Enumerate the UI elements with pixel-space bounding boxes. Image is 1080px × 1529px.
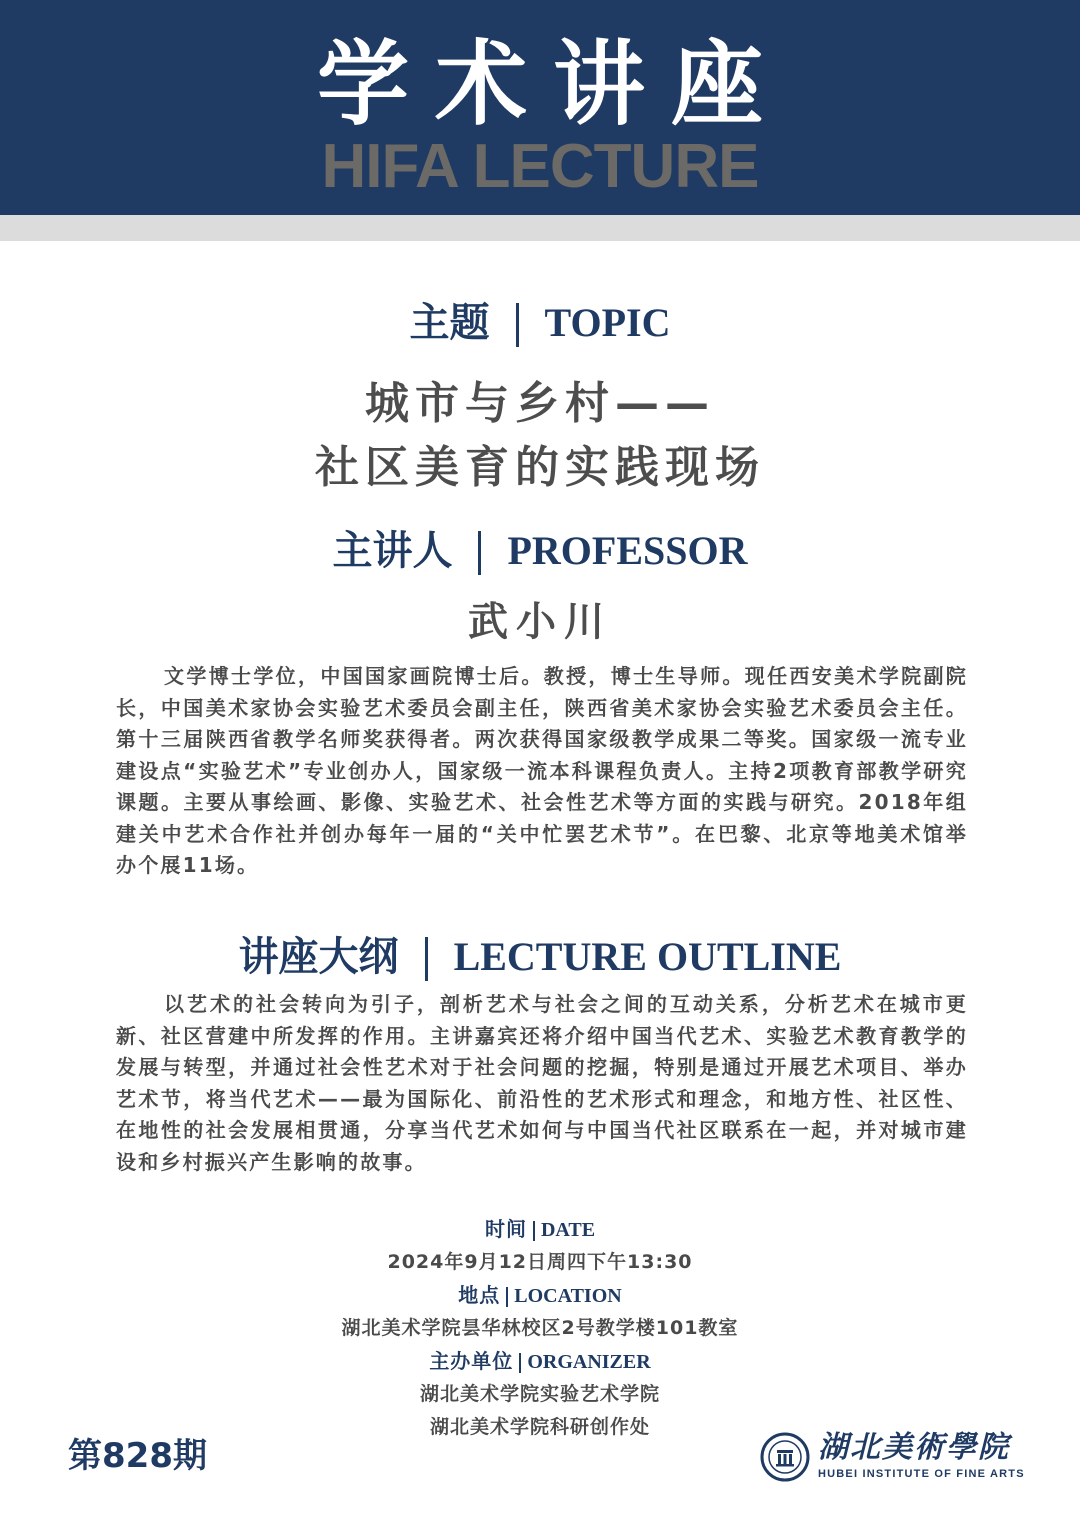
date-value: 2024年9月12日周四下午13:30 [387, 1251, 693, 1273]
professor-label-cn: 主讲人 [332, 528, 453, 574]
label-separator [519, 1353, 521, 1373]
topic-label-en: TOPIC [544, 300, 671, 345]
professor-bio: 文学博士学位，中国国家画院博士后。教授，博士生导师。现任西安美术学院副院长，中国美术家协会实验艺术委员会副主任，陕西省美术家协会实验艺术委员会主任。第十三届陕西省教学名师奖获得者。两次获得国家级教学成果二等奖。国家级一流专业建设点“实验艺术”专业创办人，国家级一流本科课程负责人。主持2项教育部教学研究课题。主要从事绘画、影像、实验艺术、社会性艺术等方面的实践与研究。2018年组建关中艺术合作社并创办每年一届的“关中忙罢艺术节”。在巴黎、北京等地美术馆举办个展11场。 [116, 664, 968, 877]
date-label-cn: 时间 [484, 1217, 527, 1241]
professor-name: 武小川 [468, 599, 612, 645]
topic-title-line-2: 社区美育的实践现场 [315, 442, 765, 493]
heading-separator [478, 531, 481, 575]
professor-label-en: PROFESSOR [507, 528, 748, 573]
institute-logo [760, 1430, 1025, 1484]
header-banner [0, 0, 1080, 215]
location-label-cn: 地点 [458, 1283, 501, 1307]
organizer-value-2: 湖北美术学院科研创作处 [429, 1416, 650, 1438]
heading-separator [516, 303, 519, 347]
outline-heading [0, 930, 1080, 984]
label-separator [506, 1287, 508, 1307]
banner-title: 学术讲座 [316, 31, 789, 138]
institute-name-en: HUBEI INSTITUTE OF FINE ARTS [818, 1468, 1025, 1480]
issue-number: 第828期 [68, 1436, 207, 1476]
label-separator [533, 1221, 535, 1241]
organizer-label-cn: 主办单位 [429, 1349, 514, 1373]
institute-name-cn: 湖北美術學院 [818, 1430, 1010, 1465]
topic-label-cn: 主题 [409, 300, 490, 346]
institute-seal-icon [760, 1432, 810, 1482]
organizer-label [0, 1346, 1080, 1377]
outline-label-cn: 讲座大纲 [238, 934, 399, 980]
organizer-label-en: ORGANIZER [527, 1351, 651, 1373]
topic-title-line-1: 城市与乡村—— [365, 378, 715, 429]
banner-subtitle: HIFA LECTURE [321, 132, 759, 201]
date-label [0, 1214, 1080, 1245]
professor-heading [0, 524, 1080, 578]
date-label-en: DATE [540, 1219, 596, 1241]
topic-heading [0, 296, 1080, 350]
header-divider-band [0, 215, 1080, 241]
outline-text: 以艺术的社会转向为引子，剖析艺术与社会之间的互动关系，分析艺术在城市更新、社区营建中所发挥的作用。主讲嘉宾还将介绍中国当代艺术、实验艺术教育教学的发展与转型，并通过社会性艺术对于社会问题的挖掘，特别是通过开展艺术项目、举办艺术节，将当代艺术——最为国际化、前沿性的艺术形式和理念，和地方性、社区性、在地性的社会发展相贯通，分享当代艺术如何与中国当代社区联系在一起，并对城市建设和乡村振兴产生影响的故事。 [116, 992, 968, 1174]
location-label [0, 1280, 1080, 1311]
heading-separator [425, 937, 428, 981]
outline-label-en: LECTURE OUTLINE [453, 934, 842, 979]
location-label-en: LOCATION [514, 1285, 622, 1307]
location-value: 湖北美术学院昙华林校区2号教学楼101教室 [341, 1317, 739, 1339]
organizer-value-1: 湖北美术学院实验艺术学院 [419, 1383, 660, 1405]
